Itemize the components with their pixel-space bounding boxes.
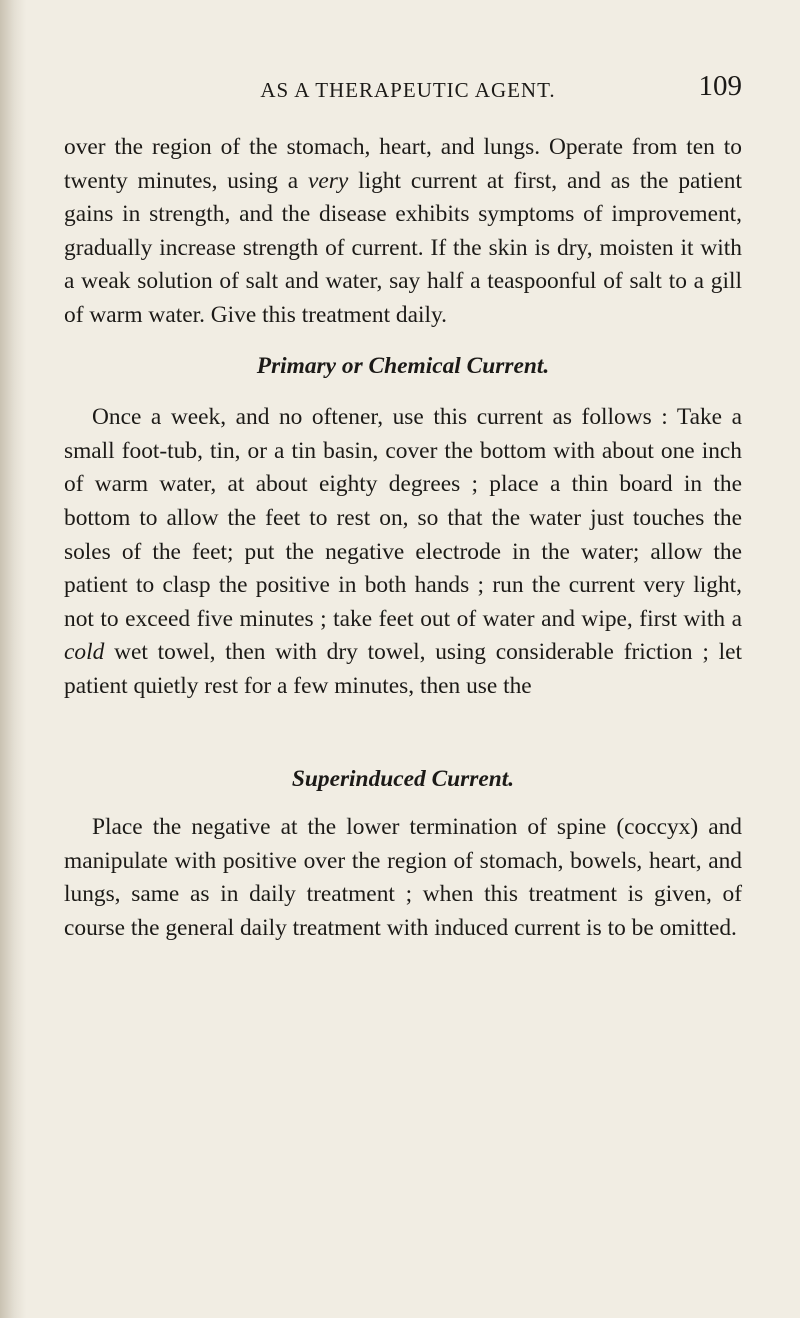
body-paragraph-3 (64, 811, 742, 945)
running-head (64, 70, 742, 110)
paragraph-1-emphasis: very (308, 167, 349, 194)
body-paragraph-2 (64, 401, 742, 703)
section-heading-primary: Primary or Chemical Current. (256, 352, 550, 379)
binding-shadow (0, 0, 26, 1318)
paragraph-3-text: Place the negative at the lower termination of spine (coccyx) and manipulate with positive over the region of stomach, bowels, heart, and lungs, same as in daily treatment ; when this treatment is given, of course the general daily treatment with induced current is to be omitted. (64, 814, 742, 941)
page-number: 109 (698, 70, 742, 102)
paragraph-2-text-b: wet towel, then with dry towel, using considerable friction ; let patient quietly rest for a few minutes, then use the (64, 639, 742, 699)
paragraph-1-text-a: over the region of the stomach, heart, and lungs. Operate from ten to twenty minutes, using a (64, 134, 742, 194)
body-paragraph-1 (64, 131, 742, 333)
book-page (64, 70, 742, 945)
section-heading-superinduced: Superinduced Current. (291, 765, 515, 792)
paragraph-2-emphasis: cold (64, 639, 105, 666)
paragraph-2-text-a: Once a week, and no oftener, use this current as follows : Take a small foot-tub, tin, or a tin basin, cover the bottom with about one inch of warm water, at about eighty degrees ; place a thin board in the bottom to allow the feet to rest on, so that the water just touches the soles of the feet; put the negative electrode in the water; allow the patient to clasp the positive in both hands ; run the current very light, not to exceed five minutes ; take feet out of water and wipe, first with a (64, 404, 742, 632)
running-title: AS A THERAPEUTIC AGENT. (260, 78, 556, 102)
paragraph-1-text-b: light current at first, and as the patient gains in strength, and the disease exhibits symptoms of improvement, gradually increase strength of current. If the skin is dry, moisten it with a weak solution of salt and water, say half a teaspoonful of salt to a gill of warm water. Give this treatment daily. (64, 167, 742, 328)
